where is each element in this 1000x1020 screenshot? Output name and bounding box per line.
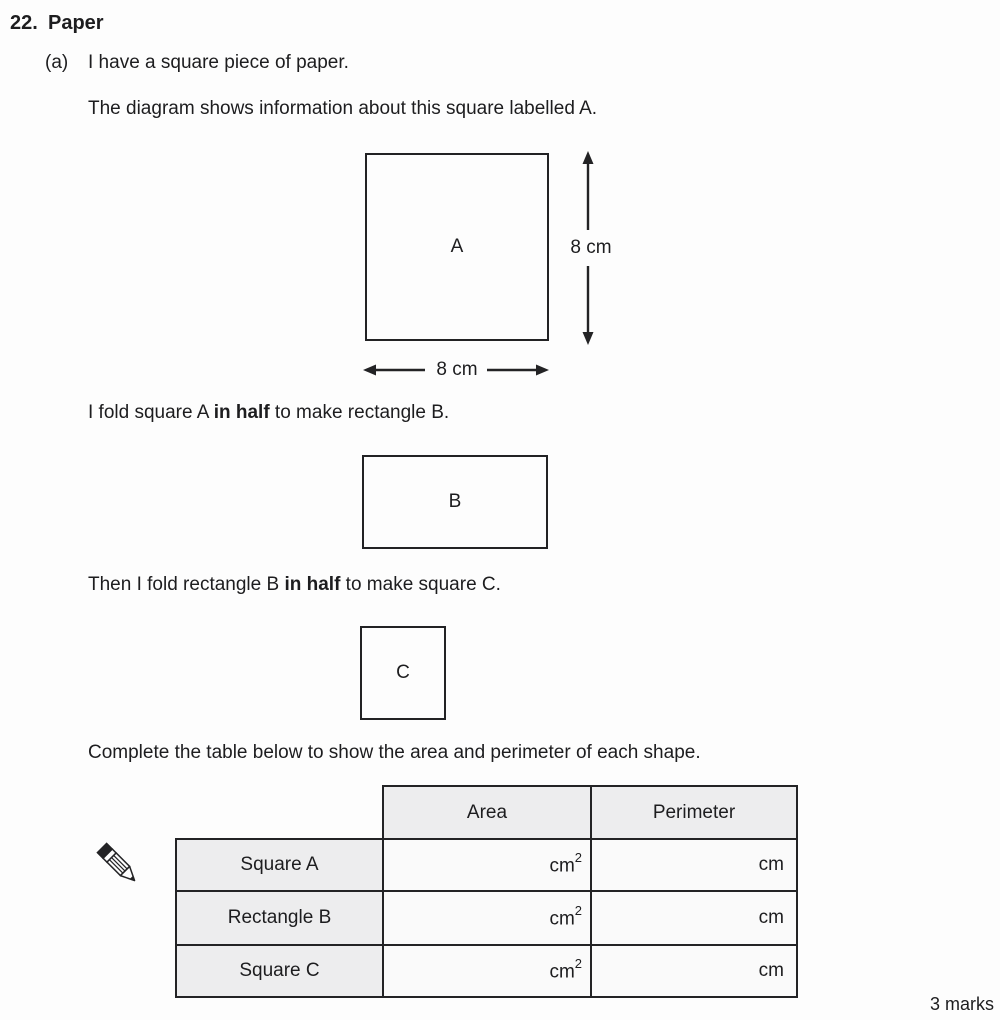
fold-c-sentence (88, 573, 501, 597)
intro-sentence: The diagram shows information about this square labelled A. (88, 98, 598, 119)
square-c-label: C (396, 662, 410, 683)
row-rectangle-b-area-answer-cell[interactable] (382, 890, 592, 946)
area-unit: $cm^2$ (549, 955, 582, 983)
table-header-perimeter (590, 785, 798, 840)
table-header-area (382, 785, 592, 840)
question-header (10, 10, 104, 36)
marks-label: 3 marks (929, 994, 994, 1014)
pencil-icon (90, 836, 148, 894)
question-number: 22. (10, 12, 38, 34)
square-a-label: A (450, 236, 464, 257)
area-header-label: Area (466, 801, 508, 823)
table-instruction: Complete the table below to show the area and perimeter of each shape. (88, 742, 701, 763)
row-name-label: Square A (240, 854, 319, 875)
part-a-label: (a) (45, 52, 69, 73)
area-unit: $cm^2$ (549, 902, 582, 930)
row-rectangle-b-perimeter-answer-cell[interactable] (590, 890, 798, 946)
perimeter-header-label: Perimeter (652, 801, 736, 823)
fold-c-pre: Then I fold rectangle B (88, 574, 285, 595)
perimeter-unit: cm (758, 907, 784, 928)
fold-b-bold: in half (213, 402, 270, 423)
perimeter-unit: cm (758, 960, 784, 981)
fold-b-sentence (88, 401, 449, 425)
fold-b-pre: I fold square A (88, 402, 214, 423)
area-unit: $cm^2$ (549, 849, 582, 877)
square-a-shape (365, 153, 549, 341)
question-title: Paper (48, 12, 104, 34)
row-square-c-name (175, 944, 384, 998)
row-square-a-area-answer-cell[interactable] (382, 838, 592, 892)
fold-c-bold: in half (284, 574, 341, 595)
perimeter-unit: cm (758, 854, 784, 875)
row-square-c-perimeter-answer-cell[interactable] (590, 944, 798, 998)
row-name-label: Rectangle B (227, 907, 332, 928)
part-a-text: I have a square piece of paper. (88, 52, 349, 73)
row-name-label: Square C (239, 960, 320, 981)
width-dimension-label: 8 cm (436, 359, 478, 380)
rectangle-b-shape (362, 455, 548, 549)
height-dimension-label: 8 cm (570, 237, 612, 258)
square-c-shape (360, 626, 446, 720)
row-square-c-area-answer-cell[interactable] (382, 944, 592, 998)
fold-c-post: to make square C. (340, 574, 501, 595)
rectangle-b-label: B (448, 491, 462, 512)
row-square-a-name (175, 838, 384, 892)
row-square-a-perimeter-answer-cell[interactable] (590, 838, 798, 892)
row-rectangle-b-name (175, 890, 384, 946)
fold-b-post: to make rectangle B. (269, 402, 450, 423)
